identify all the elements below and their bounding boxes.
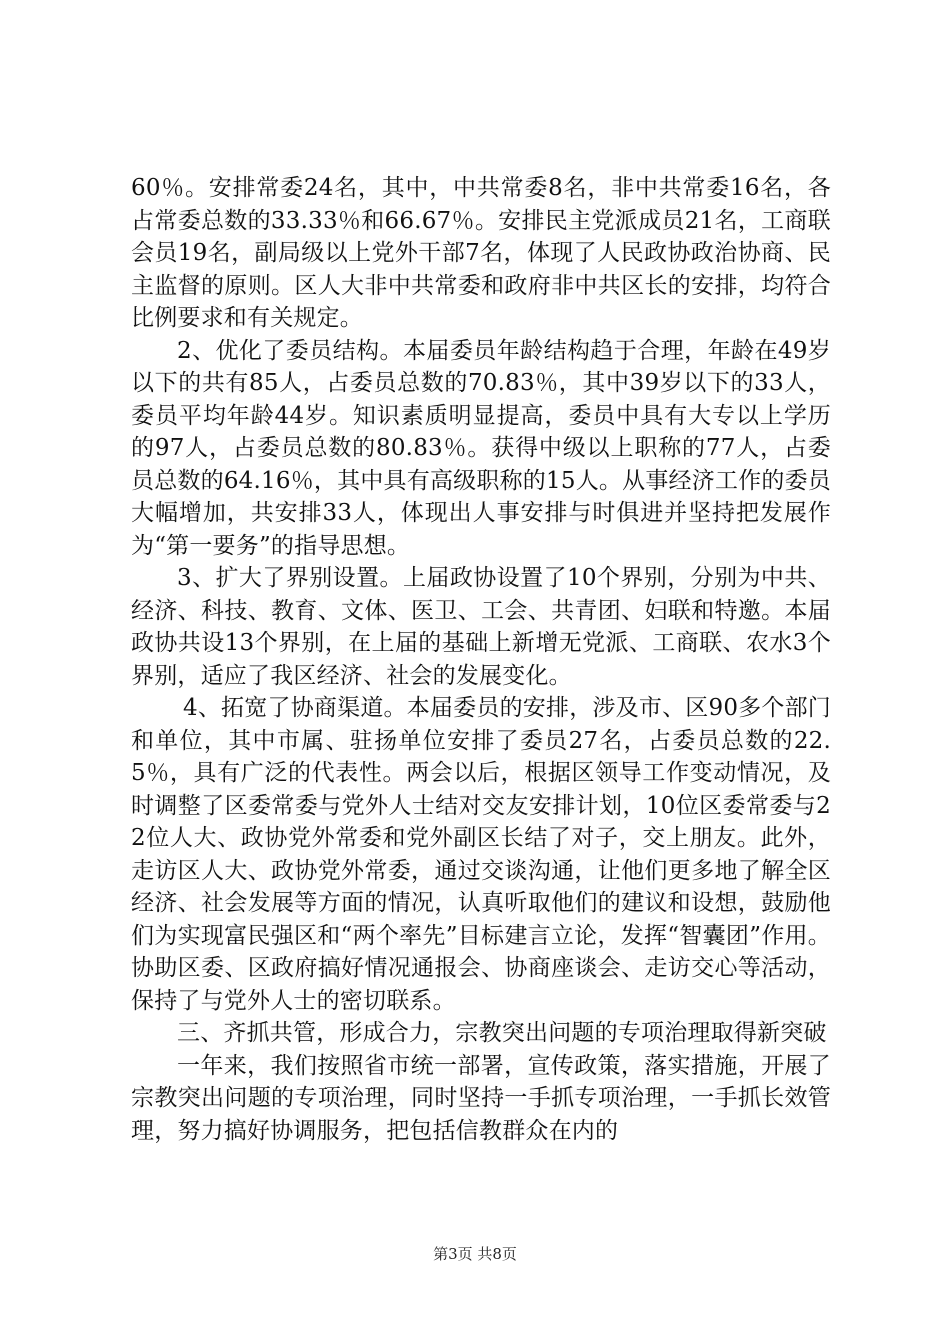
paragraph-sector-setup: 3、扩大了界别设置。上届政协设置了10个界别，分别为中共、经济、科技、教育、文体、医卫、工会、共青团、妇联和特邀。本届政协共设13个界别，在上届的基础上新增无党派、工商联、农水3个界别，适应了我区经济、社会的发展变化。 [131, 565, 831, 689]
section-heading-religion: 三、齐抓共管，形成合力，宗教突出问题的专项治理取得新突破 [177, 1020, 827, 1046]
paragraph-religion-governance: 一年来，我们按照省市统一部署，宣传政策，落实措施，开展了宗教突出问题的专项治理，同时坚持一手抓专项治理，一手抓长效管理，努力搞好协调服务，把包括信教群众在内的 [131, 1052, 831, 1144]
document-body [131, 172, 831, 1147]
page-footer: 第3页 共8页 [433, 1245, 517, 1263]
paragraph-committee-structure: 2、优化了委员结构。本届委员年龄结构趋于合理，年龄在49岁以下的共有85人，占委员总数的70.83％，其中39岁以下的33人，委员平均年龄44岁。知识素质明显提高，委员中具有大专以上学历的97人，占委员总数的80.83％。获得中级以上职称的77人，占委员总数的64.16％，其中具有高级职称的15人。从事经济工作的委员大幅增加，共安排33人，体现出人事安排与时俱进并坚持把发展作为“第一要务”的指导思想。 [131, 337, 831, 559]
paragraph-consultation-channels: 4、拓宽了协商渠道。本届委员的安排，涉及市、区90多个部门和单位，其中市属、驻扬单位安排了委员27名，占委员总数的22.5％，具有广泛的代表性。两会以后，根据区领导工作变动情况，及时调整了区委常委与党外人士结对交友安排计划，10位区委常委与22位人大、政协党外常委和党外副区长结了对子，交上朋友。此外，走访区人大、政协党外常委，通过交谈沟通，让他们更多地了解全区经济、社会发展等方面的情况，认真听取他们的建议和设想，鼓励他们为实现富民强区和“两个率先”目标建言立论，发挥“智囊团”作用。协助区委、区政府搞好情况通报会、协商座谈会、走访交心等活动，保持了与党外人士的密切联系。 [131, 695, 831, 1014]
paragraph-continuation: 60％。安排常委24名，其中，中共常委8名，非中共常委16名，各占常委总数的33.33％和66.67％。安排民主党派成员21名，工商联会员19名，副局级以上党外干部7名，体现了人民政协政治协商、民主监督的原则。区人大非中共常委和政府非中共区长的安排，均符合比例要求和有关规定。 [131, 175, 831, 331]
